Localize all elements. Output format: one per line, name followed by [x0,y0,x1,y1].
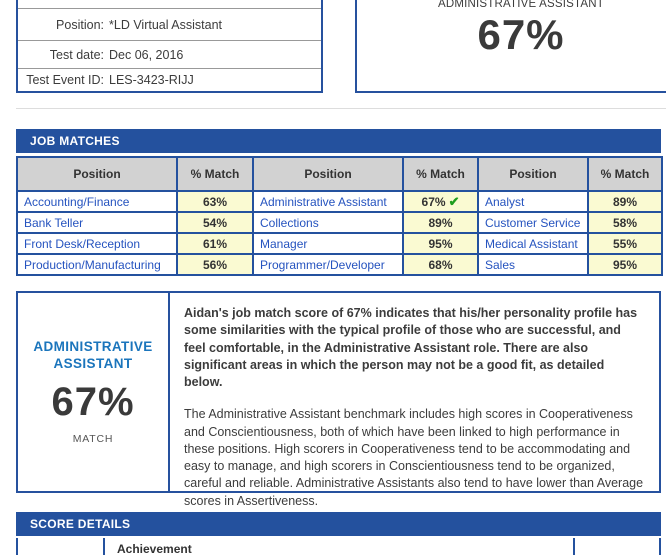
job-matches-table [16,156,663,276]
description-paragraph-1: Aidan's job match score of 67% indicates that his/her personality profile has some similarities with the typical profile of those who are successful, and feel comfortable, in the Administrative Assistant role. There are also significant areas in which the person may not be a good fit, as detailed below. [184,306,638,389]
score-details-empty-cell [18,538,105,555]
position-link[interactable]: Analyst [478,191,588,212]
report-header [0,0,666,92]
match-value: 56% [177,254,253,275]
job-matches-section-header: JOB MATCHES [16,129,661,153]
match-value: 89% [403,212,478,233]
match-value: 95% [403,233,478,254]
info-row-test-event-id [18,68,321,91]
column-header-position-3: Position [478,157,588,191]
position-link[interactable]: Customer Service [478,212,588,233]
match-label: MATCH [72,433,114,446]
match-value-current [403,191,478,212]
score-details-trait-label: Achievement [105,538,575,555]
top-score-box [355,0,666,93]
table-row [17,254,662,275]
info-row-position [18,8,321,40]
description-paragraph-2: The Administrative Assistant benchmark includes high scores in Cooperativeness and Conscientiousness, both of which have been linked to high performance in these positions. High scorers in Cooperativeness tend to be accommodating and easy to manage, and high scorers in Conscientiousness tend to be organized, careful and reliable. Administrative Assistants also tend to have lower than Average scores in Assertiveness. [184,407,644,508]
position-link[interactable]: Production/Manufacturing [17,254,177,275]
match-description-box [16,291,661,508]
table-row [17,191,662,212]
score-details-section-header: SCORE DETAILS [16,512,661,536]
table-header-row [17,157,662,191]
score-details-partial-row [16,538,661,555]
table-row [17,233,662,254]
position-link[interactable]: Programmer/Developer [253,254,403,275]
test-info-box [16,0,323,93]
match-value: 68% [403,254,478,275]
table-row [17,212,662,233]
info-row-test-date [18,40,321,68]
info-row-empty [18,0,321,8]
position-link[interactable]: Front Desk/Reception [17,233,177,254]
position-link[interactable]: Sales [478,254,588,275]
position-link[interactable]: Accounting/Finance [17,191,177,212]
match-value: 54% [177,212,253,233]
test-event-id-value: LES-3423-RIJJ [109,73,194,87]
score-details-score-cell [575,538,659,555]
test-date-label: Test date: [49,47,104,62]
match-percent-large: 67% [51,380,135,425]
match-role-title: ADMINISTRATIVE ASSISTANT [33,338,153,371]
position-value: *LD Virtual Assistant [109,17,223,32]
match-value: 55% [588,233,662,254]
column-header-position-1: Position [17,157,177,191]
position-link[interactable]: Administrative Assistant [253,191,403,212]
column-header-match-1: % Match [177,157,253,191]
match-value: 61% [177,233,253,254]
match-value: 58% [588,212,662,233]
top-score-percent: 67% [477,11,565,58]
match-value: 89% [588,191,662,212]
position-link[interactable]: Collections [253,212,403,233]
test-event-id-label: Test Event ID: [26,73,104,87]
position-label: Position: [56,17,104,32]
column-header-match-2: % Match [403,157,478,191]
column-header-position-2: Position [253,157,403,191]
horizontal-divider [16,108,666,109]
match-summary-panel [18,293,170,491]
column-header-match-3: % Match [588,157,662,191]
check-icon: ✔ [448,193,460,209]
match-percent: 67% [421,194,446,209]
test-date-value: Dec 06, 2016 [109,47,184,62]
match-value: 95% [588,254,662,275]
position-link[interactable]: Medical Assistant [478,233,588,254]
match-value: 63% [177,191,253,212]
match-description-text [170,293,659,508]
position-link[interactable]: Bank Teller [17,212,177,233]
position-link[interactable]: Manager [253,233,403,254]
top-score-title: ADMINISTRATIVE ASSISTANT [437,0,605,10]
